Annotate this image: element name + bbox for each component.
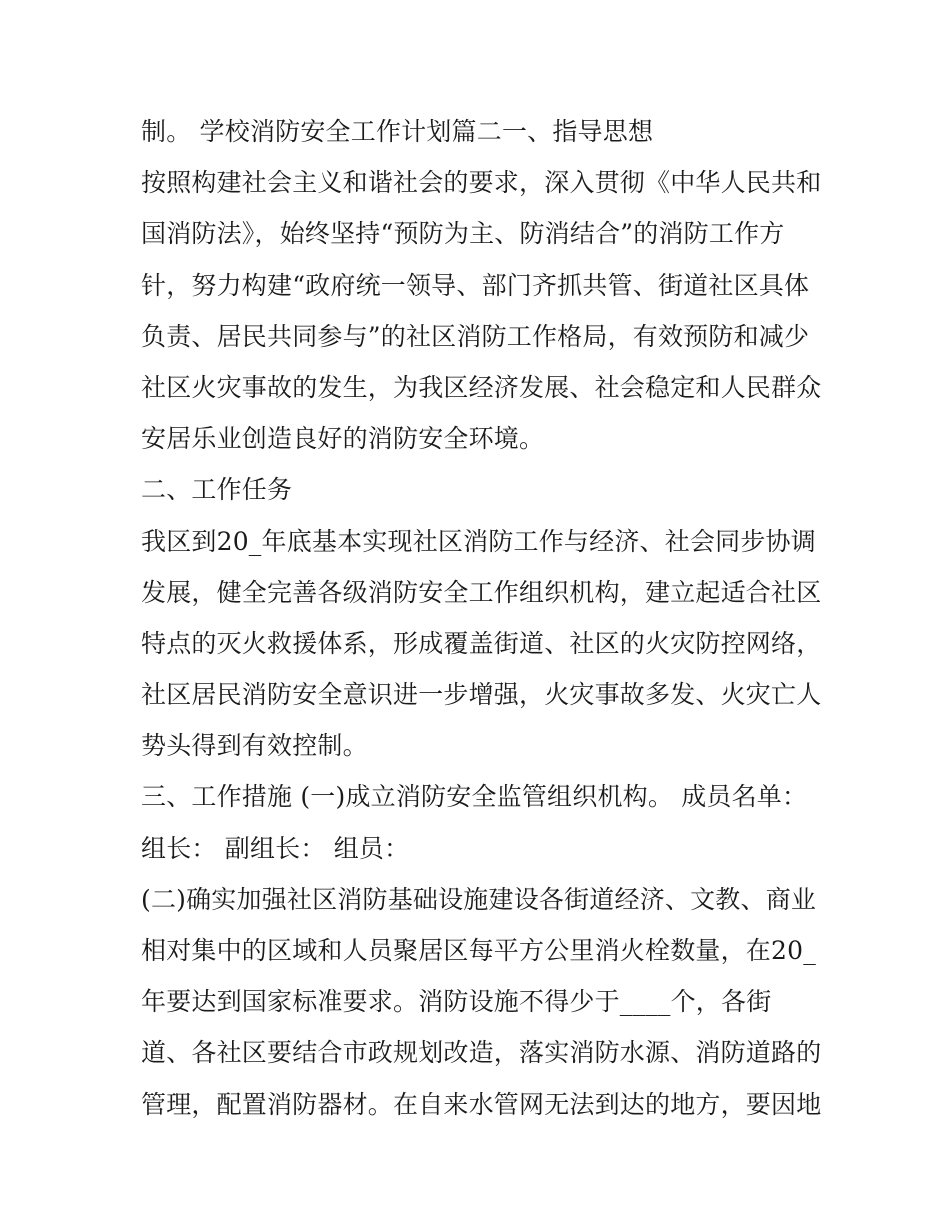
text-line: 我区到20_年底基本实现社区消防工作与经济、社会同步协调 [141, 526, 816, 556]
text-line: 社区居民消防安全意识进一步增强，火灾事故多发、火灾亡人 [141, 680, 822, 710]
text-line: 按照构建社会主义和谐社会的要求，深入贯彻《中华人民共和 [141, 168, 822, 198]
text-line: 制。 学校消防安全工作计划篇二一、指导思想 [141, 117, 654, 146]
text-line: 社区火灾事故的发生，为我区经济发展、社会稳定和人民群众 [141, 372, 822, 402]
member-list-line: 组长： 副组长： 组员： [141, 833, 410, 863]
section-heading: 三、工作措施 (一)成立消防安全监管组织机构。 成员名单： [141, 782, 808, 812]
text-line: 发展，健全完善各级消防安全工作组织机构，建立起适合社区 [141, 577, 822, 607]
text-line: 道、各社区要结合市政规划改造，落实消防水源、消防道路的 [141, 1038, 822, 1068]
section-heading: 二、工作任务 [141, 475, 293, 505]
document-body [141, 106, 821, 1130]
text-line: 针，努力构建“政府统一领导、部门齐抓共管、街道社区具体 [141, 270, 810, 300]
text-line: (二)确实加强社区消防基础设施建设各街道经济、文教、商业 [141, 884, 817, 914]
text-line: 年要达到国家标准要求。消防设施不得少于____个，各街 [141, 987, 772, 1017]
text-line: 势头得到有效控制。 [141, 731, 368, 761]
text-line: 特点的灭火救援体系，形成覆盖街道、社区的火灾防控网络， [141, 628, 822, 658]
text-line: 相对集中的区域和人员聚居区每平方公里消火栓数量，在20_ [141, 936, 816, 965]
text-line: 管理，配置消防器材。在自来水管网无法到达的地方，要因地 [141, 1089, 822, 1119]
text-line: 国消防法》，始终坚持“预防为主、防消结合”的消防工作方 [141, 219, 785, 249]
text-line: 安居乐业创造良好的消防安全环境。 [141, 424, 545, 454]
text-line: 负责、居民共同参与”的社区消防工作格局，有效预防和减少 [141, 321, 810, 351]
